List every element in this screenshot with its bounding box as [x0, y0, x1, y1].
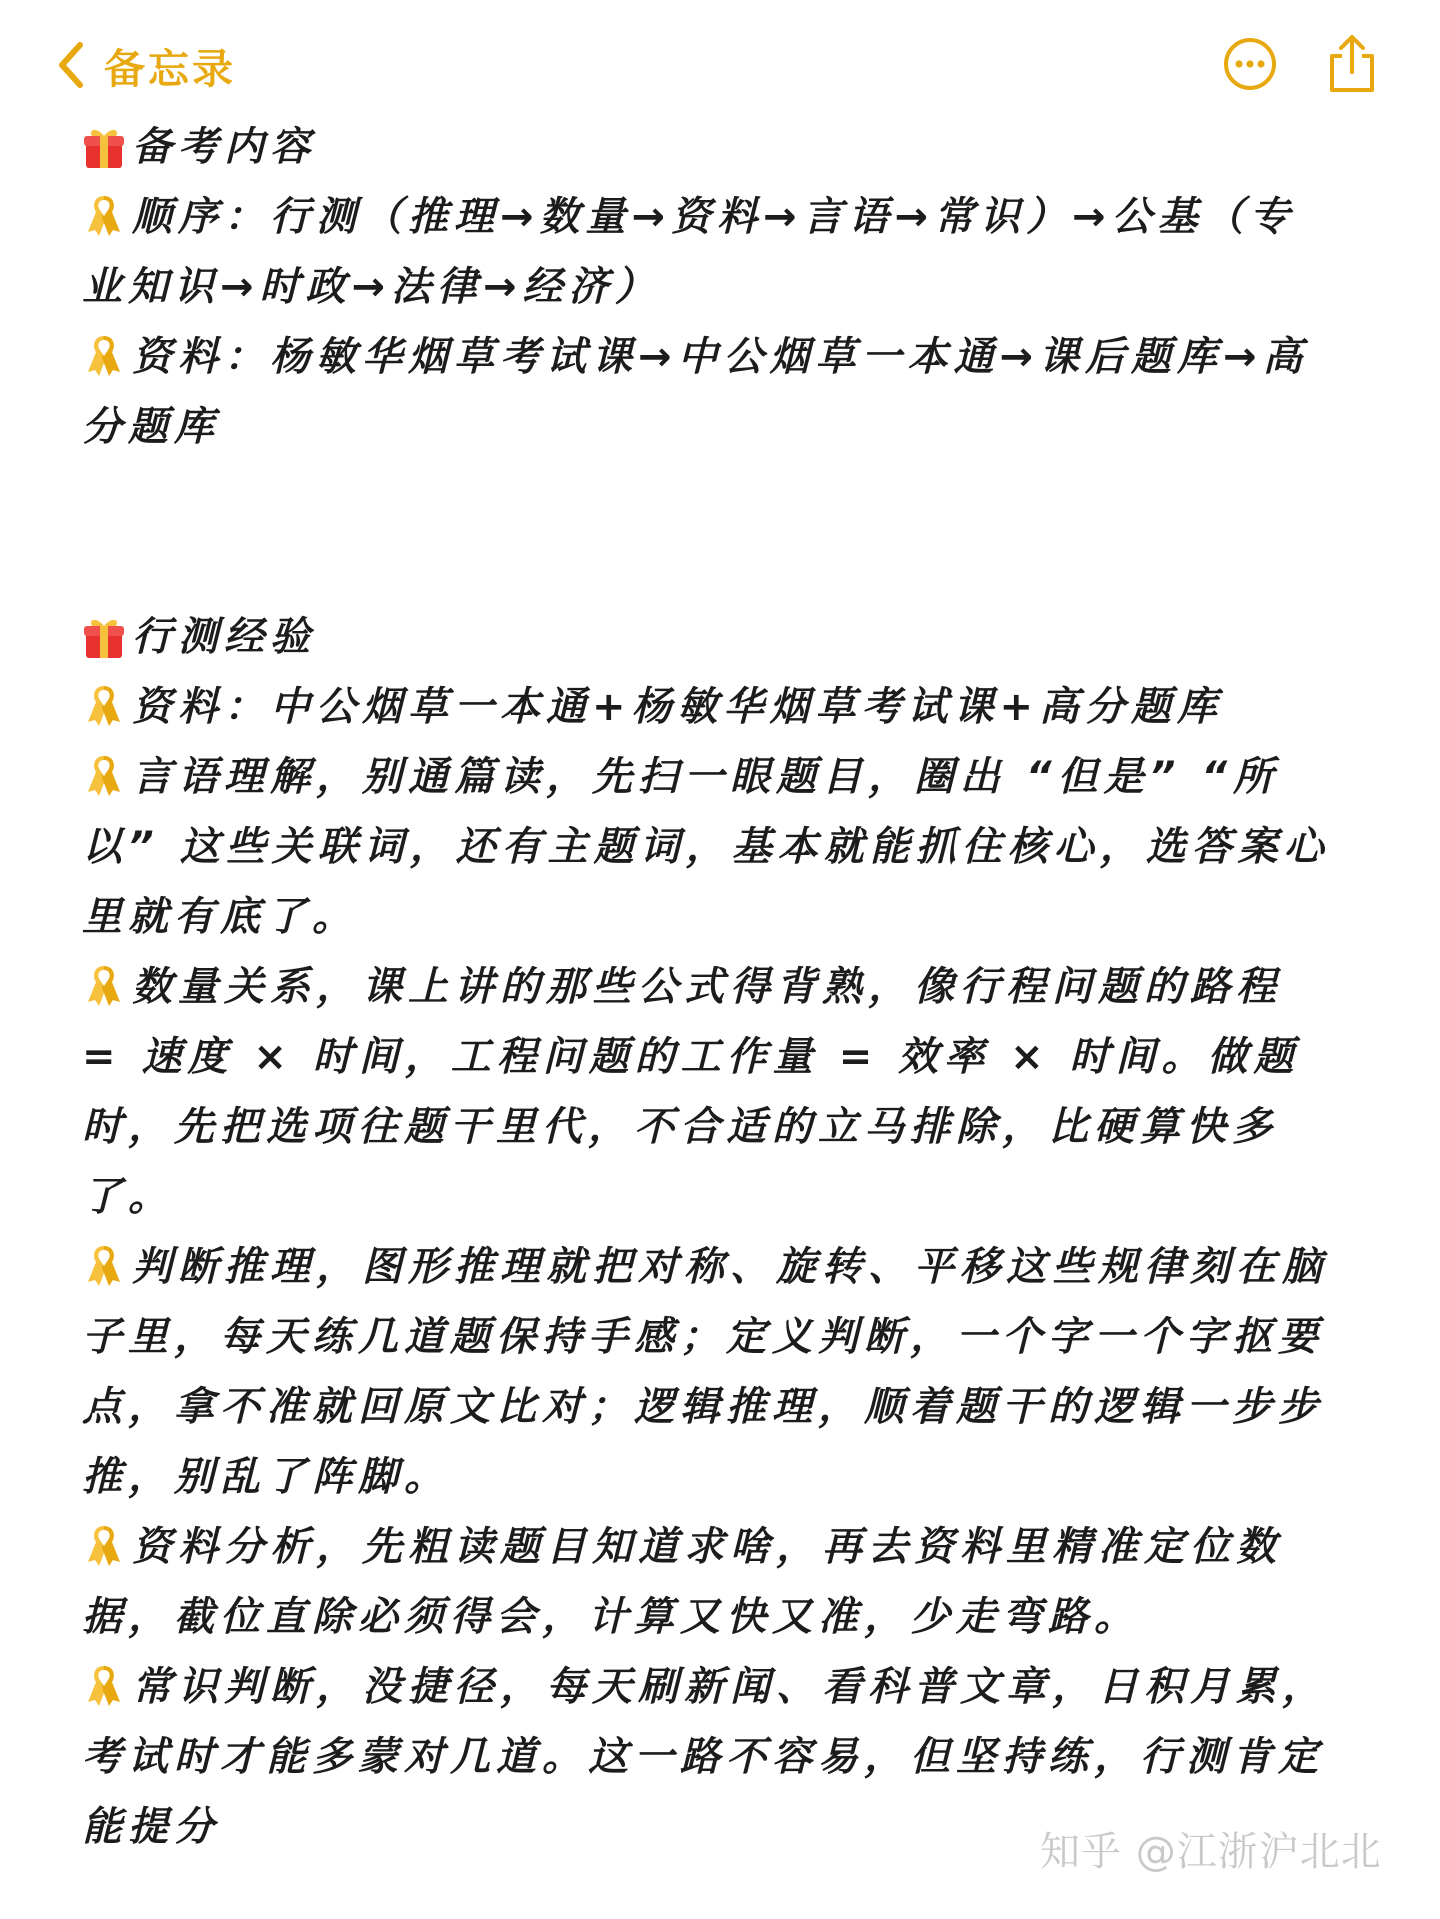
share-icon: [1326, 34, 1378, 98]
chevron-left-icon: [56, 41, 84, 89]
section-heading: [82, 112, 1338, 182]
back-button[interactable]: [56, 30, 236, 100]
note-text: 资料：杨敏华烟草考试课→中公烟草一本通→课后题库→高分题库: [82, 334, 1309, 450]
more-button[interactable]: [1218, 34, 1282, 98]
note-text: 资料：中公烟草一本通+杨敏华烟草考试课+高分题库: [132, 684, 1224, 730]
section-title: 行测经验: [132, 614, 316, 660]
ellipsis-circle-icon: [1222, 36, 1278, 96]
note-paragraph: [82, 672, 1338, 742]
note-paragraph: [82, 952, 1338, 1232]
yellow-ribbon-icon: [82, 332, 126, 376]
watermark: 知乎 @江浙沪北北: [1040, 1829, 1382, 1875]
gift-icon: [82, 124, 126, 170]
note-paragraph: [82, 322, 1338, 462]
note-paragraph: [82, 1512, 1338, 1652]
note-text: 顺序：行测（推理→数量→资料→言语→常识）→公基（专业知识→时政→法律→经济）: [82, 194, 1296, 310]
yellow-ribbon-icon: [82, 1522, 126, 1566]
note-paragraph: [82, 1232, 1338, 1512]
note-text: 数量关系，课上讲的那些公式得背熟，像行程问题的路程 = 速度 × 时间，工程问题的工作量 = 效率 × 时间。做题时，先把选项往题干里代，不合适的立马排除，比硬算快多了。: [82, 964, 1300, 1220]
note-paragraph: [82, 742, 1338, 952]
note-text: 判断推理，图形推理就把对称、旋转、平移这些规律刻在脑子里，每天练几道题保持手感；定义判断，一个字一个字抠要点，拿不准就回原文比对；逻辑推理，顺着题干的逻辑一步步推，别乱了阵脚。: [82, 1244, 1328, 1500]
yellow-ribbon-icon: [82, 682, 126, 726]
yellow-ribbon-icon: [82, 1662, 126, 1706]
gift-icon: [82, 614, 126, 660]
note-body[interactable]: [82, 112, 1338, 1862]
navigation-bar: [0, 0, 1440, 120]
section-heading: [82, 602, 1338, 672]
note-text: 言语理解，别通篇读，先扫一眼题目，圈出 “但是” “所以” 这些关联词，还有主题词，基本就能抓住核心，选答案心里就有底了。: [82, 754, 1330, 940]
yellow-ribbon-icon: [82, 1242, 126, 1286]
section-title: 备考内容: [132, 124, 316, 170]
yellow-ribbon-icon: [82, 962, 126, 1006]
blank-line: [82, 462, 1338, 602]
back-label: 备忘录: [104, 44, 236, 93]
yellow-ribbon-icon: [82, 752, 126, 796]
note-paragraph: [82, 182, 1338, 322]
share-button[interactable]: [1320, 34, 1384, 98]
note-text: 常识判断，没捷径，每天刷新闻、看科普文章，日积月累，考试时才能多蒙对几道。这一路不容易，但坚持练，行测肯定能提分: [82, 1664, 1328, 1850]
yellow-ribbon-icon: [82, 192, 126, 236]
note-text: 资料分析，先粗读题目知道求啥，再去资料里精准定位数据，截位直除必须得会，计算又快又准，少走弯路。: [82, 1524, 1282, 1640]
